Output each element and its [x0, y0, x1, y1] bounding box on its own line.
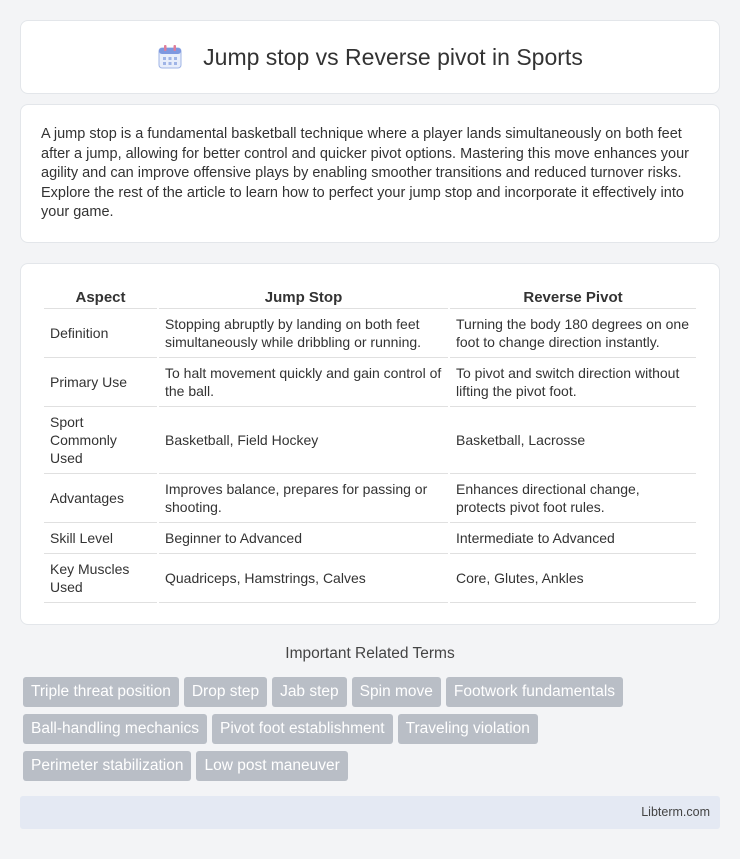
- calendar-icon: [157, 44, 183, 70]
- row-reverse-pivot: Basketball, Lacrosse: [450, 407, 696, 474]
- header-aspect: Aspect: [44, 284, 157, 309]
- footer-link[interactable]: Libterm.com: [641, 805, 710, 819]
- row-reverse-pivot: Intermediate to Advanced: [450, 523, 696, 554]
- row-jump-stop: To halt movement quickly and gain control of the ball.: [159, 358, 448, 407]
- header-jump-stop: Jump Stop: [159, 284, 448, 309]
- comparison-table: [42, 284, 698, 603]
- row-jump-stop: Beginner to Advanced: [159, 523, 448, 554]
- tag-item[interactable]: Ball-handling mechanics: [23, 714, 207, 744]
- row-aspect: Advantages: [44, 474, 157, 523]
- row-jump-stop: Stopping abruptly by landing on both feet simultaneously while dribbling or running.: [159, 309, 448, 358]
- table-header-row: [44, 284, 696, 309]
- table-row: [44, 358, 696, 407]
- row-aspect: Definition: [44, 309, 157, 358]
- table-row: [44, 309, 696, 358]
- comparison-card: [20, 263, 720, 625]
- row-jump-stop: Quadriceps, Hamstrings, Calves: [159, 554, 448, 603]
- related-terms-title: Important Related Terms: [285, 645, 455, 662]
- intro-text: A jump stop is a fundamental basketball technique where a player lands simultaneously on both feet after a jump, allowing for better control and quicker pivot options. Mastering this move enhances your agility and can improve offensive plays by enabling smoother transitions and reduced turnover risks. Explore the rest of the article to learn how to perfect your jump stop and incorporate it effectively into your game.: [41, 126, 690, 220]
- tag-item[interactable]: Footwork fundamentals: [446, 677, 623, 707]
- row-aspect: Key Muscles Used: [44, 554, 157, 603]
- tag-item[interactable]: Jab step: [272, 677, 347, 707]
- intro-card: [20, 104, 720, 243]
- tag-item[interactable]: Triple threat position: [23, 677, 179, 707]
- footer: [20, 796, 720, 829]
- table-row: [44, 407, 696, 474]
- tag-item[interactable]: Pivot foot establishment: [212, 714, 393, 744]
- tag-item[interactable]: Traveling violation: [398, 714, 538, 744]
- row-reverse-pivot: Turning the body 180 degrees on one foot to change direction instantly.: [450, 309, 696, 358]
- tag-item[interactable]: Low post maneuver: [196, 751, 347, 781]
- tag-item[interactable]: Spin move: [352, 677, 441, 707]
- row-jump-stop: Improves balance, prepares for passing or shooting.: [159, 474, 448, 523]
- table-row: [44, 523, 696, 554]
- row-aspect: Skill Level: [44, 523, 157, 554]
- title-card: [20, 20, 720, 94]
- row-reverse-pivot: To pivot and switch direction without lifting the pivot foot.: [450, 358, 696, 407]
- tag-item[interactable]: Perimeter stabilization: [23, 751, 191, 781]
- related-tags: [23, 677, 723, 788]
- row-reverse-pivot: Core, Glutes, Ankles: [450, 554, 696, 603]
- table-row: [44, 554, 696, 603]
- row-jump-stop: Basketball, Field Hockey: [159, 407, 448, 474]
- page-title: Jump stop vs Reverse pivot in Sports: [203, 43, 583, 70]
- header-reverse-pivot: Reverse Pivot: [450, 284, 696, 309]
- row-aspect: Primary Use: [44, 358, 157, 407]
- row-aspect: Sport Commonly Used: [44, 407, 157, 474]
- table-row: [44, 474, 696, 523]
- tag-item[interactable]: Drop step: [184, 677, 267, 707]
- row-reverse-pivot: Enhances directional change, protects pivot foot rules.: [450, 474, 696, 523]
